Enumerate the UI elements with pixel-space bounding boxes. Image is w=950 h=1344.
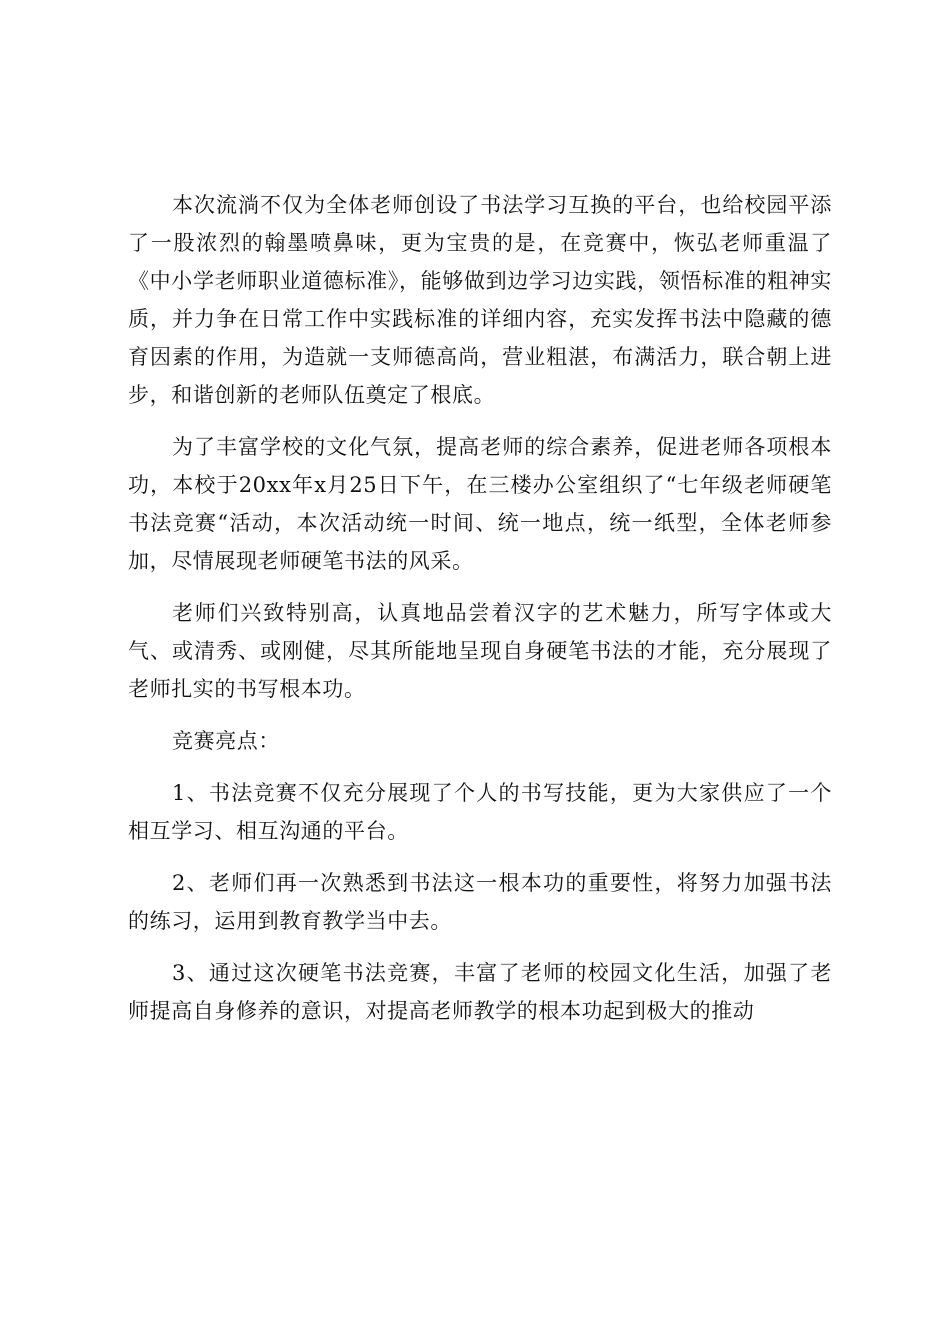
highlight-item-1: 1、书法竞赛不仅充分展现了个人的书写技能，更为大家供应了一个相互学习、相互沟通的平台。 — [128, 781, 832, 843]
highlight-item-2: 2、老师们再一次熟悉到书法这一根本功的重要性，将努力加强书法的练习，运用到教育教学当中去。 — [128, 871, 832, 933]
highlights-heading: 竞赛亮点： — [172, 729, 280, 753]
paragraph-2: 为了丰富学校的文化气氛，提高老师的综合素养，促进老师各项根本功，本校于20xx年x月25日下午，在三楼办公室组织了“七年级老师硬笔书法竞赛“活动，本次活动统一时间、统一地点，统一纸型，全体老师参加，尽情展现老师硬笔书法的风采。 — [128, 435, 832, 573]
paragraph-3: 老师们兴致特别高，认真地品尝着汉字的艺术魅力，所写字体或大气、或清秀、或刚健，尽其所能地呈现自身硬笔书法的才能，充分展现了老师扎实的书写根本功。 — [128, 601, 832, 701]
paragraph-1: 本次流淌不仅为全体老师创设了书法学习互换的平台，也给校园平添了一股浓烈的翰墨喷鼻味，更为宝贵的是，在竞赛中，恢弘老师重温了《中小学老师职业道德标准》，能够做到边学习边实践，领悟标准的粗神实质，并力争在日常工作中实践标准的详细内容，充实发挥书法中隐藏的德育因素的作用，为造就一支师德高尚，营业粗湛，布满活力，联合朝上进步，和谐创新的老师队伍奠定了根底。 — [128, 193, 832, 407]
highlight-item-3: 3、通过这次硬笔书法竞赛，丰富了老师的校园文化生活，加强了老师提高自身修养的意识，对提高老师教学的根本功起到极大的推动 — [128, 961, 832, 1023]
document-body — [128, 186, 832, 1044]
